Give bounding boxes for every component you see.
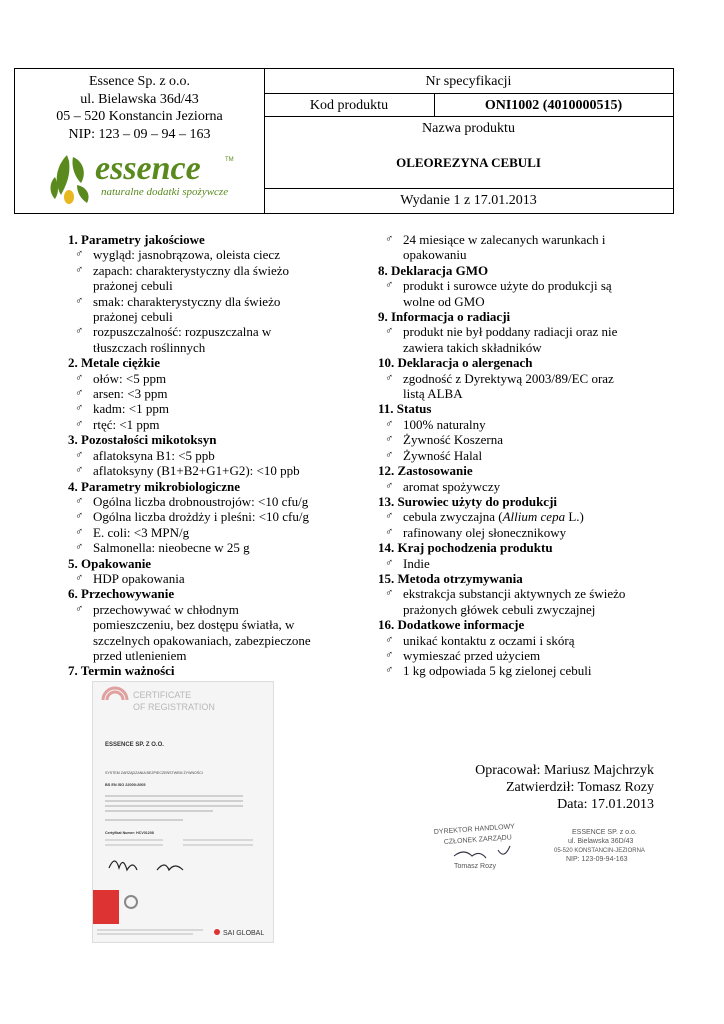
latin-name: Allium cepa (502, 509, 566, 525)
item-text: arsen: <3 ppm (93, 386, 168, 402)
list-item (68, 294, 368, 325)
item-text: Ogólna liczba drobnoustrojów: <10 cfu/g (93, 493, 309, 509)
bullet-icon: ♂ (385, 433, 394, 446)
company-nip: NIP: 123 – 09 – 94 – 163 (68, 126, 211, 142)
product-name-row (264, 117, 673, 189)
list-item (68, 247, 368, 262)
list-item (68, 417, 368, 432)
item-text: wymieszać przed użyciem (403, 647, 541, 663)
bullet-icon: ♂ (75, 263, 84, 276)
item-text: 24 miesiące w zalecanych warunkach i (403, 232, 606, 247)
bullet-icon: ♂ (385, 279, 394, 292)
product-code-value: ONI1002 (4010000515) (484, 98, 623, 113)
item-text: rafinowany olej słonecznikowy (403, 524, 567, 540)
list-item (378, 509, 678, 524)
item-text: zgodność z Dyrektywą 2003/89/EC oraz (403, 370, 614, 386)
bullet-icon: ♂ (75, 541, 84, 554)
stamp-nip: NIP: 123-09-94-163 (566, 856, 628, 863)
list-item (378, 479, 678, 494)
section-title: 13. Surowiec użyty do produkcji (378, 493, 558, 509)
item-text: Żywność Koszerna (403, 432, 503, 448)
bullet-icon: ♂ (385, 664, 394, 677)
spec-cell (264, 69, 673, 213)
list-item (68, 494, 368, 509)
section-title: 5. Opakowanie (68, 555, 152, 571)
bullet-icon: ♂ (385, 587, 394, 600)
item-text: szczelnych opakowaniach, zabezpieczone (93, 632, 311, 648)
stamp-role: CZŁONEK ZARZĄDU (443, 834, 513, 846)
certificate-title: CERTIFICATE (133, 690, 192, 700)
bullet-icon: ♂ (75, 387, 84, 400)
list-item (378, 663, 678, 678)
item-text-part: cebula zwyczajna ( (403, 509, 503, 525)
item-text: smak: charakterystyczny dla świeżo (93, 293, 281, 309)
item-text: HDP opakowania (93, 570, 185, 586)
bullet-icon: ♂ (385, 479, 394, 492)
section-title: 7. Termin ważności (68, 663, 175, 679)
company-cell (15, 69, 265, 213)
item-text: wygląd: jasnobrązowa, oleista ciecz (93, 247, 280, 263)
item-text: kadm: <1 ppm (93, 401, 169, 417)
bullet-icon: ♂ (75, 417, 84, 430)
section-title: 6. Przechowywanie (68, 586, 175, 602)
certificate-image (92, 681, 274, 943)
item-text: przechowywać w chłodnym (93, 601, 239, 617)
bullet-icon: ♂ (385, 556, 394, 569)
bullet-icon: ♂ (385, 417, 394, 430)
bullet-icon: ♂ (75, 525, 84, 538)
section-title: 4. Parametry mikrobiologiczne (68, 478, 240, 494)
bullet-icon: ♂ (75, 510, 84, 523)
company-street: ul. Bielawska 36d/43 (80, 91, 199, 107)
bullet-icon: ♂ (75, 402, 84, 415)
item-text: ołów: <5 ppm (93, 370, 167, 386)
item-text: Żywność Halal (403, 447, 483, 463)
list-item (378, 448, 678, 463)
signature-block (475, 762, 654, 813)
list-item (378, 586, 678, 617)
stamp-street: ul. Bielawska 36D/43 (568, 838, 634, 845)
left-column (68, 232, 368, 679)
bullet-icon: ♂ (75, 464, 84, 477)
list-item (378, 232, 678, 263)
item-text: zapach: charakterystyczny dla świeżo (93, 262, 289, 278)
bullet-icon: ♂ (75, 294, 84, 307)
section-title: 1. Parametry jakościowe (68, 232, 205, 247)
bullet-icon: ♂ (385, 325, 394, 338)
list-item (378, 633, 678, 648)
item-text: prażonej cebuli (93, 309, 173, 325)
spec-number-label: Nr specyfikacji (264, 69, 673, 94)
item-text: pomieszczeniu, bez dostępu światła, w (93, 617, 295, 633)
bullet-icon: ♂ (385, 648, 394, 661)
list-item (68, 448, 368, 463)
item-text: E. coli: <3 MPN/g (93, 524, 190, 540)
certificate-company: ESSENCE SP. Z O.O. (105, 742, 164, 748)
product-name-label: Nazwa produktu (422, 121, 515, 136)
list-item (68, 540, 368, 555)
signature-stamp (424, 822, 660, 880)
item-text: Indie (403, 555, 430, 571)
bullet-icon: ♂ (385, 633, 394, 646)
company-city: 05 – 520 Konstancin Jeziorna (56, 109, 223, 124)
list-item (378, 417, 678, 432)
approved-by: Zatwierdził: Tomasz Rozy (505, 780, 654, 795)
product-code-row (264, 94, 673, 117)
list-item (68, 401, 368, 416)
prepared-by: Opracował: Mariusz Majchrzyk (475, 763, 654, 778)
stamp-title: DYREKTOR HANDLOWY (433, 823, 516, 836)
section-title: 16. Dodatkowe informacje (378, 617, 525, 633)
item-text (403, 509, 678, 524)
bullet-icon: ♂ (75, 448, 84, 461)
item-text: rozpuszczalność: rozpuszczalna w (93, 324, 272, 340)
list-item (378, 525, 678, 540)
list-item (378, 432, 678, 447)
certificate-number: Certyfikat Numer: HCV01208 (105, 831, 154, 835)
section-title: 12. Zastosowanie (378, 463, 473, 479)
company-address (15, 73, 264, 143)
list-item (68, 602, 368, 664)
list-item (68, 386, 368, 401)
product-code-label: Kod produktu (264, 94, 435, 117)
section-title: 11. Status (378, 401, 432, 417)
item-text: ekstrakcja substancji aktywnych ze świeżo (403, 586, 626, 602)
item-text: rtęć: <1 ppm (93, 416, 160, 432)
list-item (378, 278, 678, 309)
list-item (68, 571, 368, 586)
product-name-value: OLEOREZYNA CEBULI (396, 155, 541, 170)
section-title: 15. Metoda otrzymywania (378, 570, 523, 586)
company-name: Essence Sp. z o.o. (88, 74, 191, 89)
logo-tagline: naturalne dodatki spożywcze (101, 186, 229, 198)
list-item (68, 463, 368, 478)
item-text: aromat spożywczy (403, 478, 501, 494)
list-item (68, 509, 368, 524)
stamp-name: Tomasz Rozy (454, 863, 497, 870)
list-item (378, 648, 678, 663)
item-text: produkt i surowce użyte do produkcji są (403, 278, 612, 294)
list-item (378, 371, 678, 402)
list-item (378, 324, 678, 355)
certificate-system: SYSTEM ZARZĄDZANIA BEZPIECZEŃSTWEM ŻYWNOŚCI (105, 771, 203, 775)
item-text: prażonych główek cebuli zwyczajnej (403, 601, 596, 617)
item-text-part: L.) (565, 509, 584, 525)
section-title: 14. Kraj pochodzenia produktu (378, 540, 553, 556)
bullet-icon: ♂ (75, 602, 84, 615)
logo-tm: TM (225, 157, 234, 163)
list-item (68, 263, 368, 294)
item-text: prażonej cebuli (93, 278, 173, 294)
stamp-company: ESSENCE SP. z o.o. (572, 829, 637, 836)
edition: Wydanie 1 z 17.01.2013 (400, 193, 537, 208)
essence-logo (47, 147, 247, 211)
bullet-icon: ♂ (385, 233, 394, 245)
item-text: 1 kg odpowiada 5 kg zielonej cebuli (403, 663, 592, 679)
header-table (14, 68, 674, 214)
certificate-footer: SAI GLOBAL (223, 930, 265, 937)
bullet-icon: ♂ (385, 371, 394, 384)
bullet-icon: ♂ (75, 325, 84, 338)
bullet-icon: ♂ (75, 494, 84, 507)
section-title: 10. Deklaracja o alergenach (378, 355, 533, 371)
item-text: unikać kontaktu z oczami i skórą (403, 632, 575, 648)
bullet-icon: ♂ (385, 448, 394, 461)
item-text: listą ALBA (403, 386, 463, 402)
bullet-icon: ♂ (385, 525, 394, 538)
section-title: 2. Metale ciężkie (68, 355, 161, 371)
item-text: Ogólna liczba drożdży i pleśni: <10 cfu/g (93, 509, 309, 525)
certificate-standard: BS EN ISO 22000:2005 (105, 783, 146, 787)
list-item (378, 556, 678, 571)
list-item (68, 324, 368, 355)
bullet-icon: ♂ (75, 571, 84, 584)
item-text: przed utlenieniem (93, 647, 187, 663)
item-text: zawiera takich składników (403, 339, 542, 355)
item-text: Salmonella: nieobecne w 25 g (93, 540, 250, 556)
logo-wordmark: essence (95, 150, 201, 187)
item-text: wolne od GMO (403, 293, 485, 309)
bullet-icon: ♂ (75, 248, 84, 261)
bullet-icon: ♂ (385, 510, 394, 523)
item-text: 100% naturalny (403, 416, 486, 432)
section-title: 8. Deklaracja GMO (378, 262, 489, 278)
certificate-subtitle: OF REGISTRATION (133, 702, 215, 712)
item-text: aflatoksyna B1: <5 ppb (93, 447, 215, 463)
section-title: 9. Informacja o radiacji (378, 309, 511, 325)
item-text: opakowaniu (403, 247, 467, 263)
signature-date: Data: 17.01.2013 (557, 797, 654, 812)
bullet-icon: ♂ (75, 371, 84, 384)
stamp-city: 05-520 KONSTANCIN-JEZIORNA (554, 848, 645, 854)
list-item (68, 371, 368, 386)
item-text: tłuszczach roślinnych (93, 339, 206, 355)
right-column (378, 232, 678, 679)
list-item (68, 525, 368, 540)
item-text: aflatoksyny (B1+B2+G1+G2): <10 ppb (93, 463, 300, 479)
section-title: 3. Pozostałości mikotoksyn (68, 432, 217, 448)
item-text: produkt nie był poddany radiacji oraz nie (403, 324, 618, 340)
